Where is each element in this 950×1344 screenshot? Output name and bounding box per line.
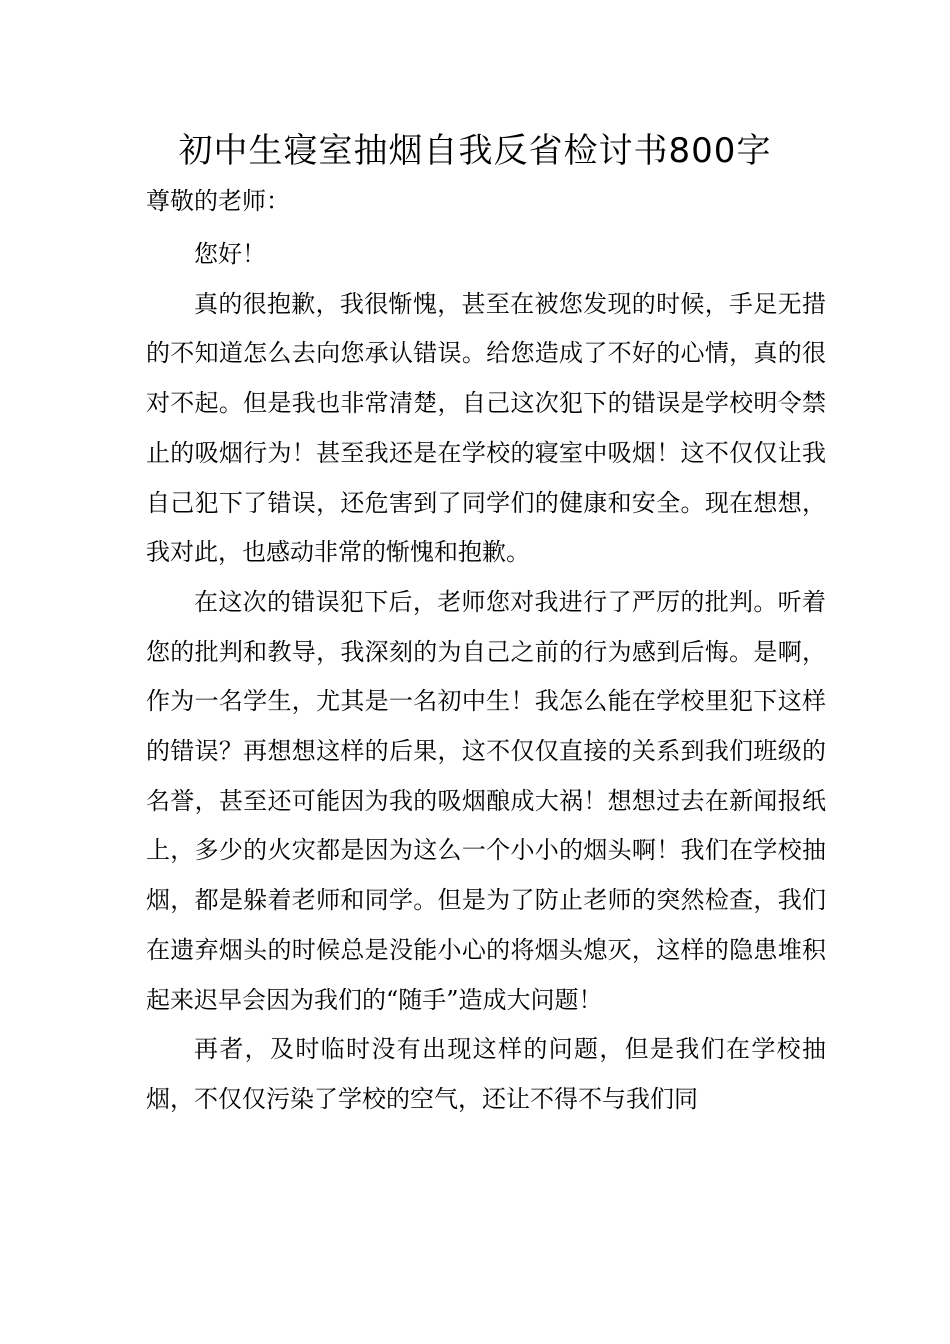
paragraph-greeting: 您好！: [194, 240, 266, 268]
document-title: 初中生寝室抽烟自我反省检讨书800字: [178, 131, 772, 171]
paragraph: 真的很抱歉，我很惭愧，甚至在被您发现的时候，手足无措的不知道怎么去向您承认错误。给您造成了不好的心情，真的很对不起。但是我也非常清楚，自己这次犯下的错误是学校明令禁止的吸烟行为！甚至我还是在学校的寝室中吸烟！这不仅仅让我自己犯下了错误，还危害到了同学们的健康和安全。现在想想，我对此，也感动非常的惭愧和抱歉。: [146, 289, 826, 567]
paragraph: 在这次的错误犯下后，老师您对我进行了严厉的批判。听着您的批判和教导，我深刻的为自己之前的行为感到后悔。是啊，作为一名学生，尤其是一名初中生！我怎么能在学校里犯下这样的错误？再想想这样的后果，这不仅仅直接的关系到我们班级的名誉，甚至还可能因为我的吸烟酿成大祸！想想过去在新闻报纸上，多少的火灾都是因为这么一个小小的烟头啊！我们在学校抽烟，都是躲着老师和同学。但是为了防止老师的突然检查，我们在遗弃烟头的时候总是没能小心的将烟头熄灭，这样的隐患堆积起来迟早会因为我们的“随手”造成大问题！: [146, 587, 826, 1014]
paragraph: 再者，及时临时没有出现这样的问题，但是我们在学校抽烟，不仅仅污染了学校的空气，还让不得不与我们同: [146, 1035, 826, 1113]
salutation: 尊敬的老师：: [146, 187, 290, 215]
document-body: [146, 230, 826, 1125]
